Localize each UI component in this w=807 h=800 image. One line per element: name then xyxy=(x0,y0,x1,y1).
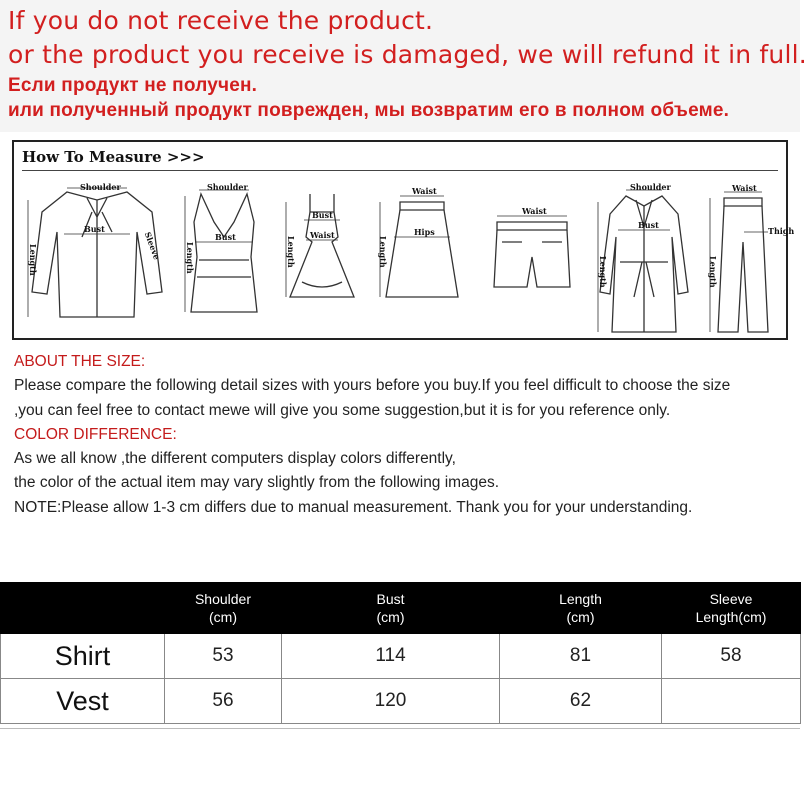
about-size-line-1: Please compare the following detail sizes with yours before you buy.If you feel difficult to choose the size xyxy=(14,377,731,395)
coat-diagram xyxy=(594,182,694,337)
how-to-measure-panel xyxy=(12,140,795,340)
table-header-row xyxy=(1,583,801,634)
svg-text:Length: Length xyxy=(286,236,296,268)
row-label: Shirt xyxy=(1,634,165,679)
svg-text:Waist: Waist xyxy=(522,206,547,216)
cell-shoulder: 56 xyxy=(165,679,282,724)
svg-text:Bust: Bust xyxy=(312,210,333,220)
header-empty xyxy=(1,583,165,634)
cell-length: 81 xyxy=(500,634,662,679)
svg-text:Waist: Waist xyxy=(732,183,757,193)
svg-text:Bust: Bust xyxy=(215,232,236,242)
svg-text:Length: Length xyxy=(598,256,608,288)
svg-text:Bust: Bust xyxy=(84,224,105,234)
svg-text:Length: Length xyxy=(28,244,38,276)
refund-banner xyxy=(0,0,807,132)
header-sleeve-length: Sleeve Length(cm) xyxy=(662,583,801,634)
header-bust: Bust (cm) xyxy=(282,583,500,634)
svg-text:Thigh: Thigh xyxy=(768,226,795,236)
shirt-diagram xyxy=(22,182,172,332)
vest-diagram xyxy=(179,182,269,332)
cell-sleeve-length: 58 xyxy=(662,634,801,679)
cell-bust: 120 xyxy=(282,679,500,724)
svg-text:Shoulder: Shoulder xyxy=(207,182,248,192)
note-text: NOTE:Please allow 1-3 cm differs due to manual measurement. Thank you for your understanding. xyxy=(14,498,693,516)
svg-text:Length: Length xyxy=(185,242,195,274)
header-shoulder: Shoulder (cm) xyxy=(165,583,282,634)
divider xyxy=(0,728,800,729)
cell-shoulder: 53 xyxy=(165,634,282,679)
svg-text:Shoulder: Shoulder xyxy=(630,182,671,192)
cell-length: 62 xyxy=(500,679,662,724)
banner-line-3: Если продукт не получен. xyxy=(8,75,258,96)
svg-text:Length: Length xyxy=(708,256,718,288)
color-difference-line-2: the color of the actual item may vary slightly from the following images. xyxy=(14,474,500,492)
banner-line-1: If you do not receive the product. xyxy=(8,6,434,35)
about-size-line-2: ,you can feel free to contact mewe will give you some suggestion,but it is for you reference only. xyxy=(14,401,671,419)
svg-text:Sleeve: Sleeve xyxy=(142,230,162,261)
svg-text:Bust: Bust xyxy=(638,220,659,230)
header-length: Length (cm) xyxy=(500,583,662,634)
trousers-diagram xyxy=(704,182,795,337)
svg-text:Hips: Hips xyxy=(414,227,435,237)
divider xyxy=(22,170,778,171)
table-row xyxy=(1,634,801,679)
color-difference-line-1: As we all know ,the different computers display colors differently, xyxy=(14,450,456,468)
banner-line-2: or the product you receive is damaged, we will refund it in full. xyxy=(8,40,807,69)
cell-sleeve-length xyxy=(662,679,801,724)
size-info xyxy=(14,350,794,520)
cell-bust: 114 xyxy=(282,634,500,679)
measure-title: How To Measure >>> xyxy=(22,148,205,166)
banner-line-4: или полученный продукт поврежден, мы возвратим его в полном объеме. xyxy=(8,100,730,121)
shorts-diagram xyxy=(482,182,582,332)
svg-text:Shoulder: Shoulder xyxy=(80,182,121,192)
svg-text:Length: Length xyxy=(378,236,388,268)
row-label: Vest xyxy=(1,679,165,724)
svg-text:Waist: Waist xyxy=(310,230,335,240)
skirt-diagram xyxy=(372,182,467,332)
about-size-heading: ABOUT THE SIZE: xyxy=(14,353,146,370)
size-table xyxy=(0,582,801,724)
table-row xyxy=(1,679,801,724)
svg-text:Waist: Waist xyxy=(412,186,437,196)
color-difference-heading: COLOR DIFFERENCE: xyxy=(14,425,177,443)
dress-diagram xyxy=(282,182,362,332)
